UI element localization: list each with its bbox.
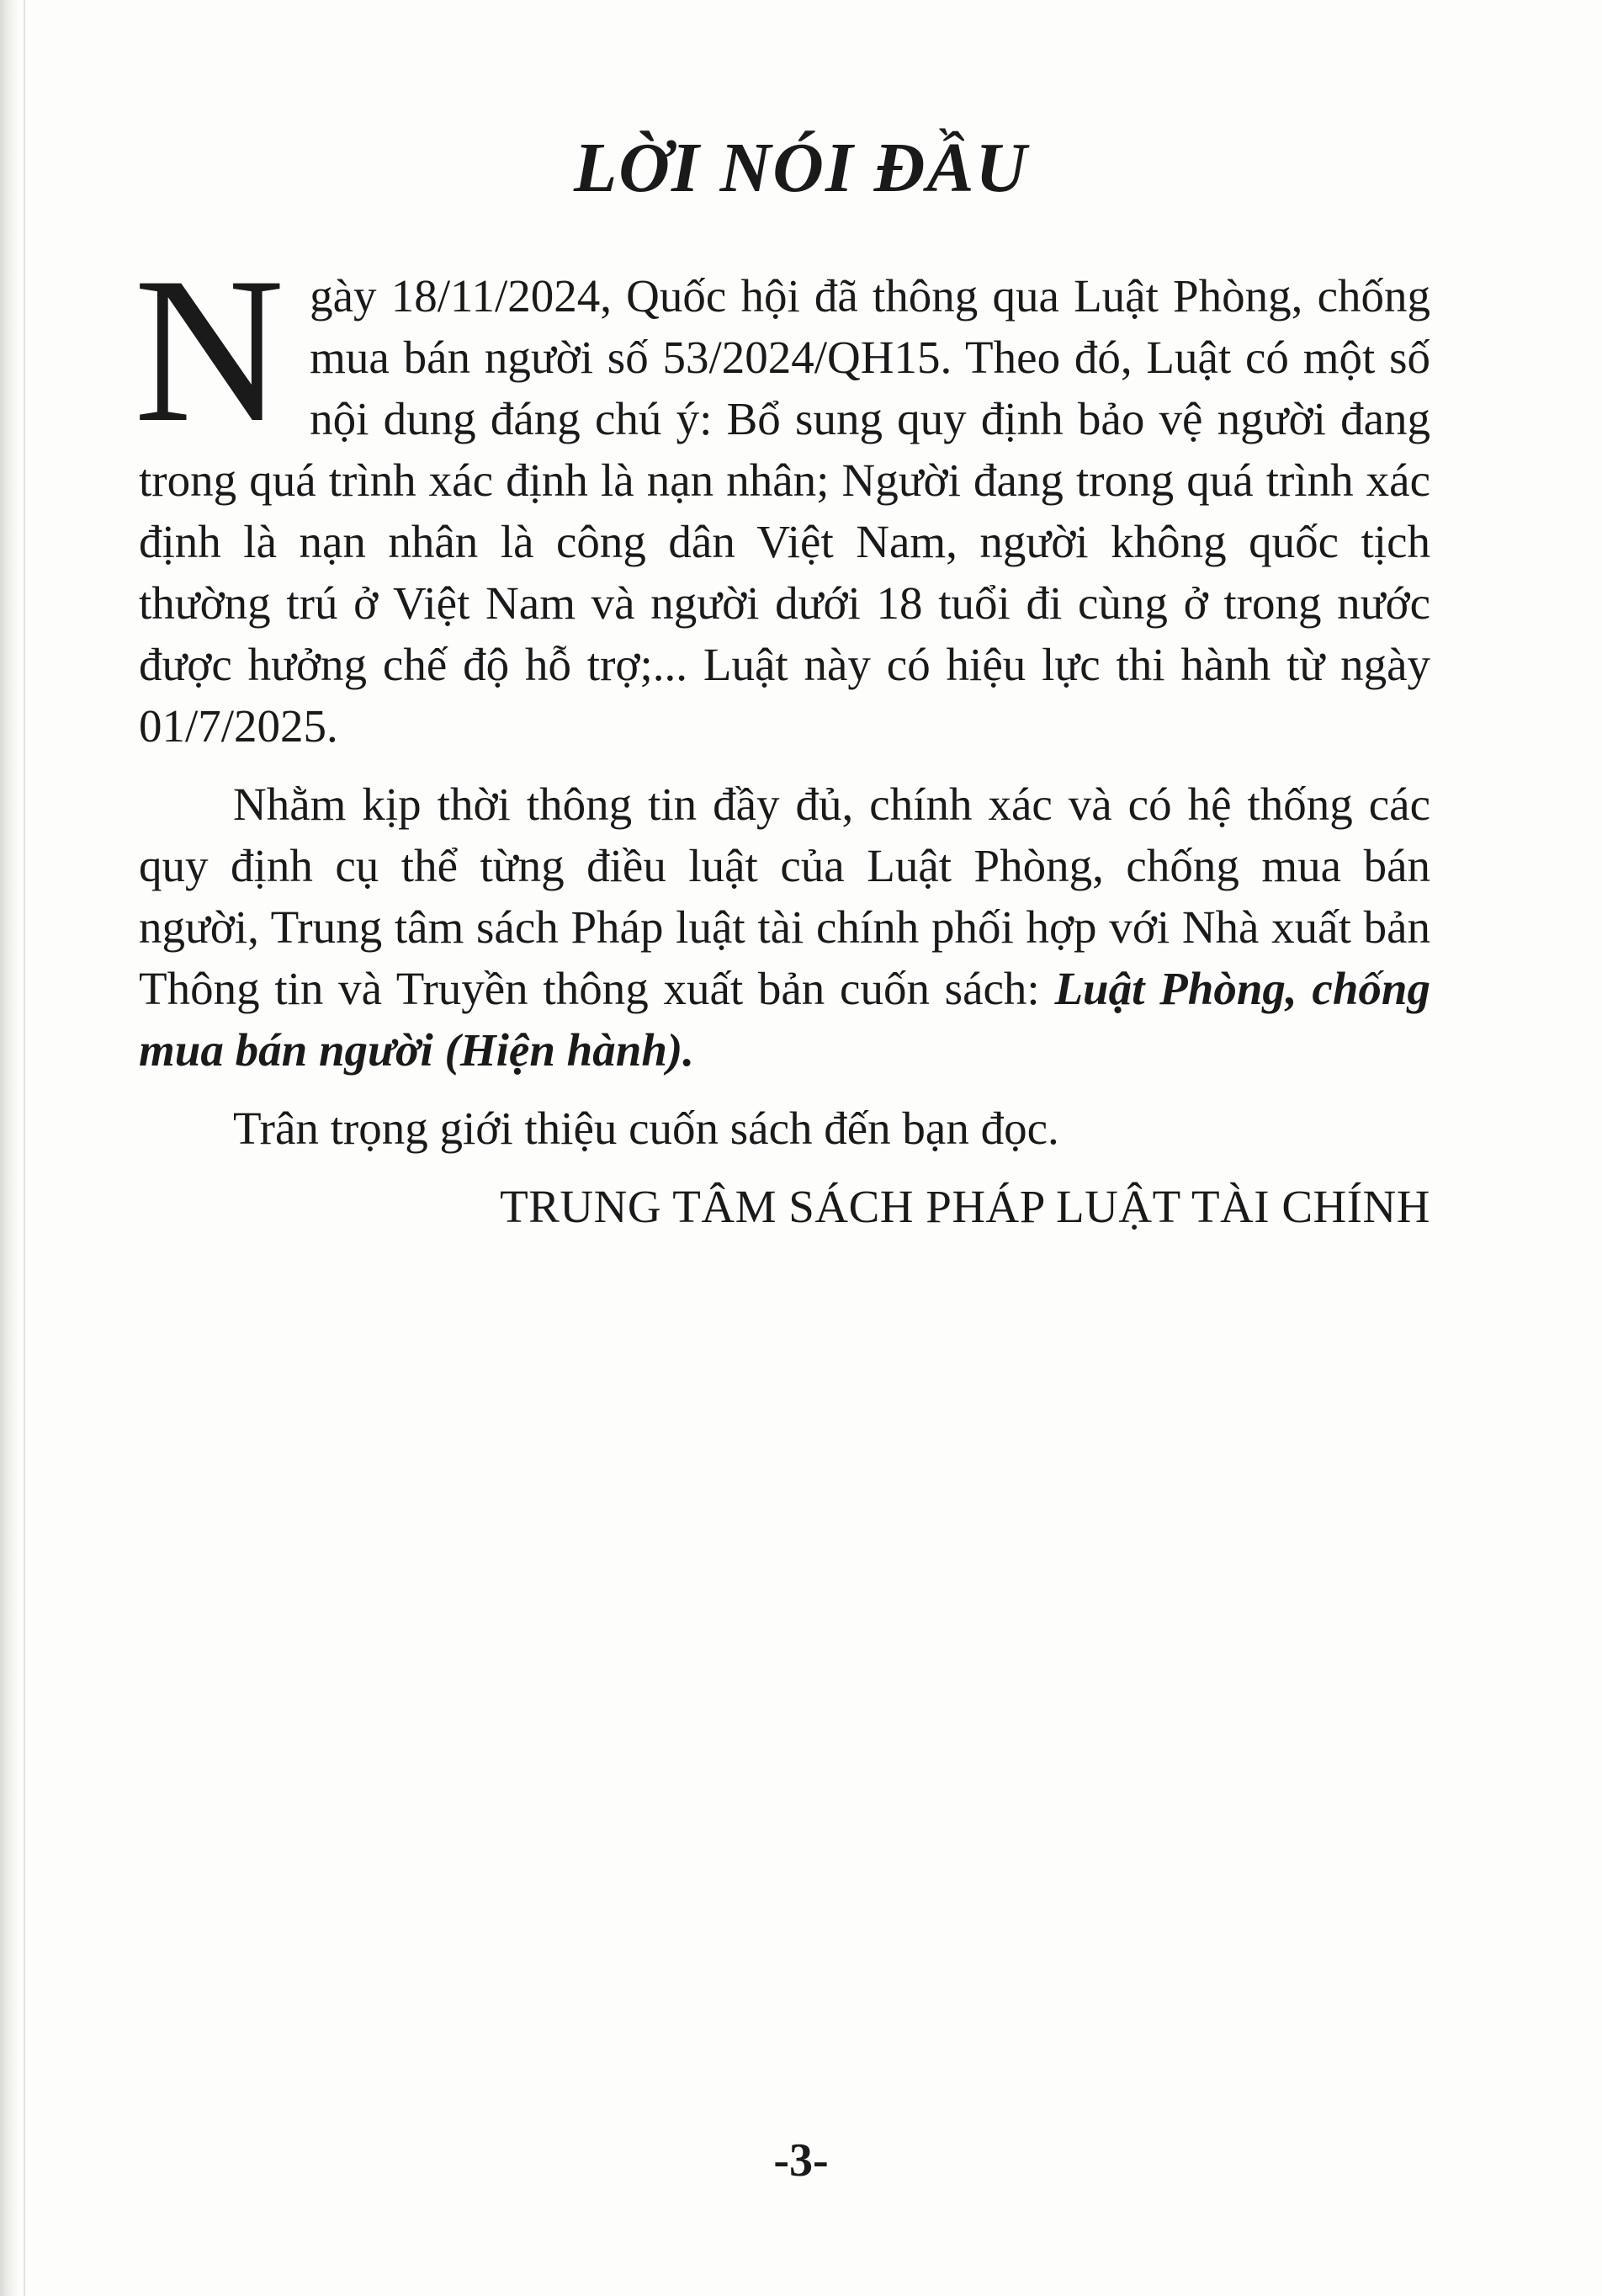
intro-paragraph	[134, 234, 1430, 757]
closing-paragraph: Trân trọng giới thiệu cuốn sách đến bạn đọc.	[233, 1103, 1059, 1154]
spine-line	[24, 0, 25, 2296]
book-title: Luật Phòng, chống mua bán người (Hiện hành).	[139, 963, 1431, 1076]
second-paragraph	[139, 773, 1430, 1081]
preface-body	[134, 234, 1431, 1237]
signature: TRUNG TÂM SÁCH PHÁP LUẬT TÀI CHÍNH	[500, 1181, 1430, 1232]
page-number: -3-	[773, 2134, 829, 2187]
drop-cap-letter: N	[134, 234, 285, 465]
spine-shadow	[0, 0, 19, 2296]
page-title: LỜI NÓI ĐẦU	[573, 129, 1029, 207]
second-paragraph-text: Nhằm kịp thời thông tin đầy đủ, chính xác và có hệ thống các quy định cụ thể từng điều luật của Luật Phòng, chống mua bán người, Trung tâm sách Pháp luật tài chính phối hợp với Nhà xuất bản Thông tin và Truyền thông xuất bản cuốn sách:	[139, 779, 1430, 1014]
intro-paragraph-text: gày 18/11/2024, Quốc hội đã thông qua Luật Phòng, chống mua bán người số 53/2024/QH15. Theo đó, Luật có một số nội dung đáng chú ý: Bổ sung quy định bảo vệ người đang trong quá trình xác định là nạn nhân; Người đang trong quá trình xác định là nạn nhân là công dân Việt Nam, người không quốc tịch thường trú ở Việt Nam và người dưới 18 tuổi đi cùng ở trong nước được hưởng chế độ hỗ trợ;... Luật này có hiệu lực thi hành từ ngày 01/7/2025.	[139, 270, 1430, 752]
